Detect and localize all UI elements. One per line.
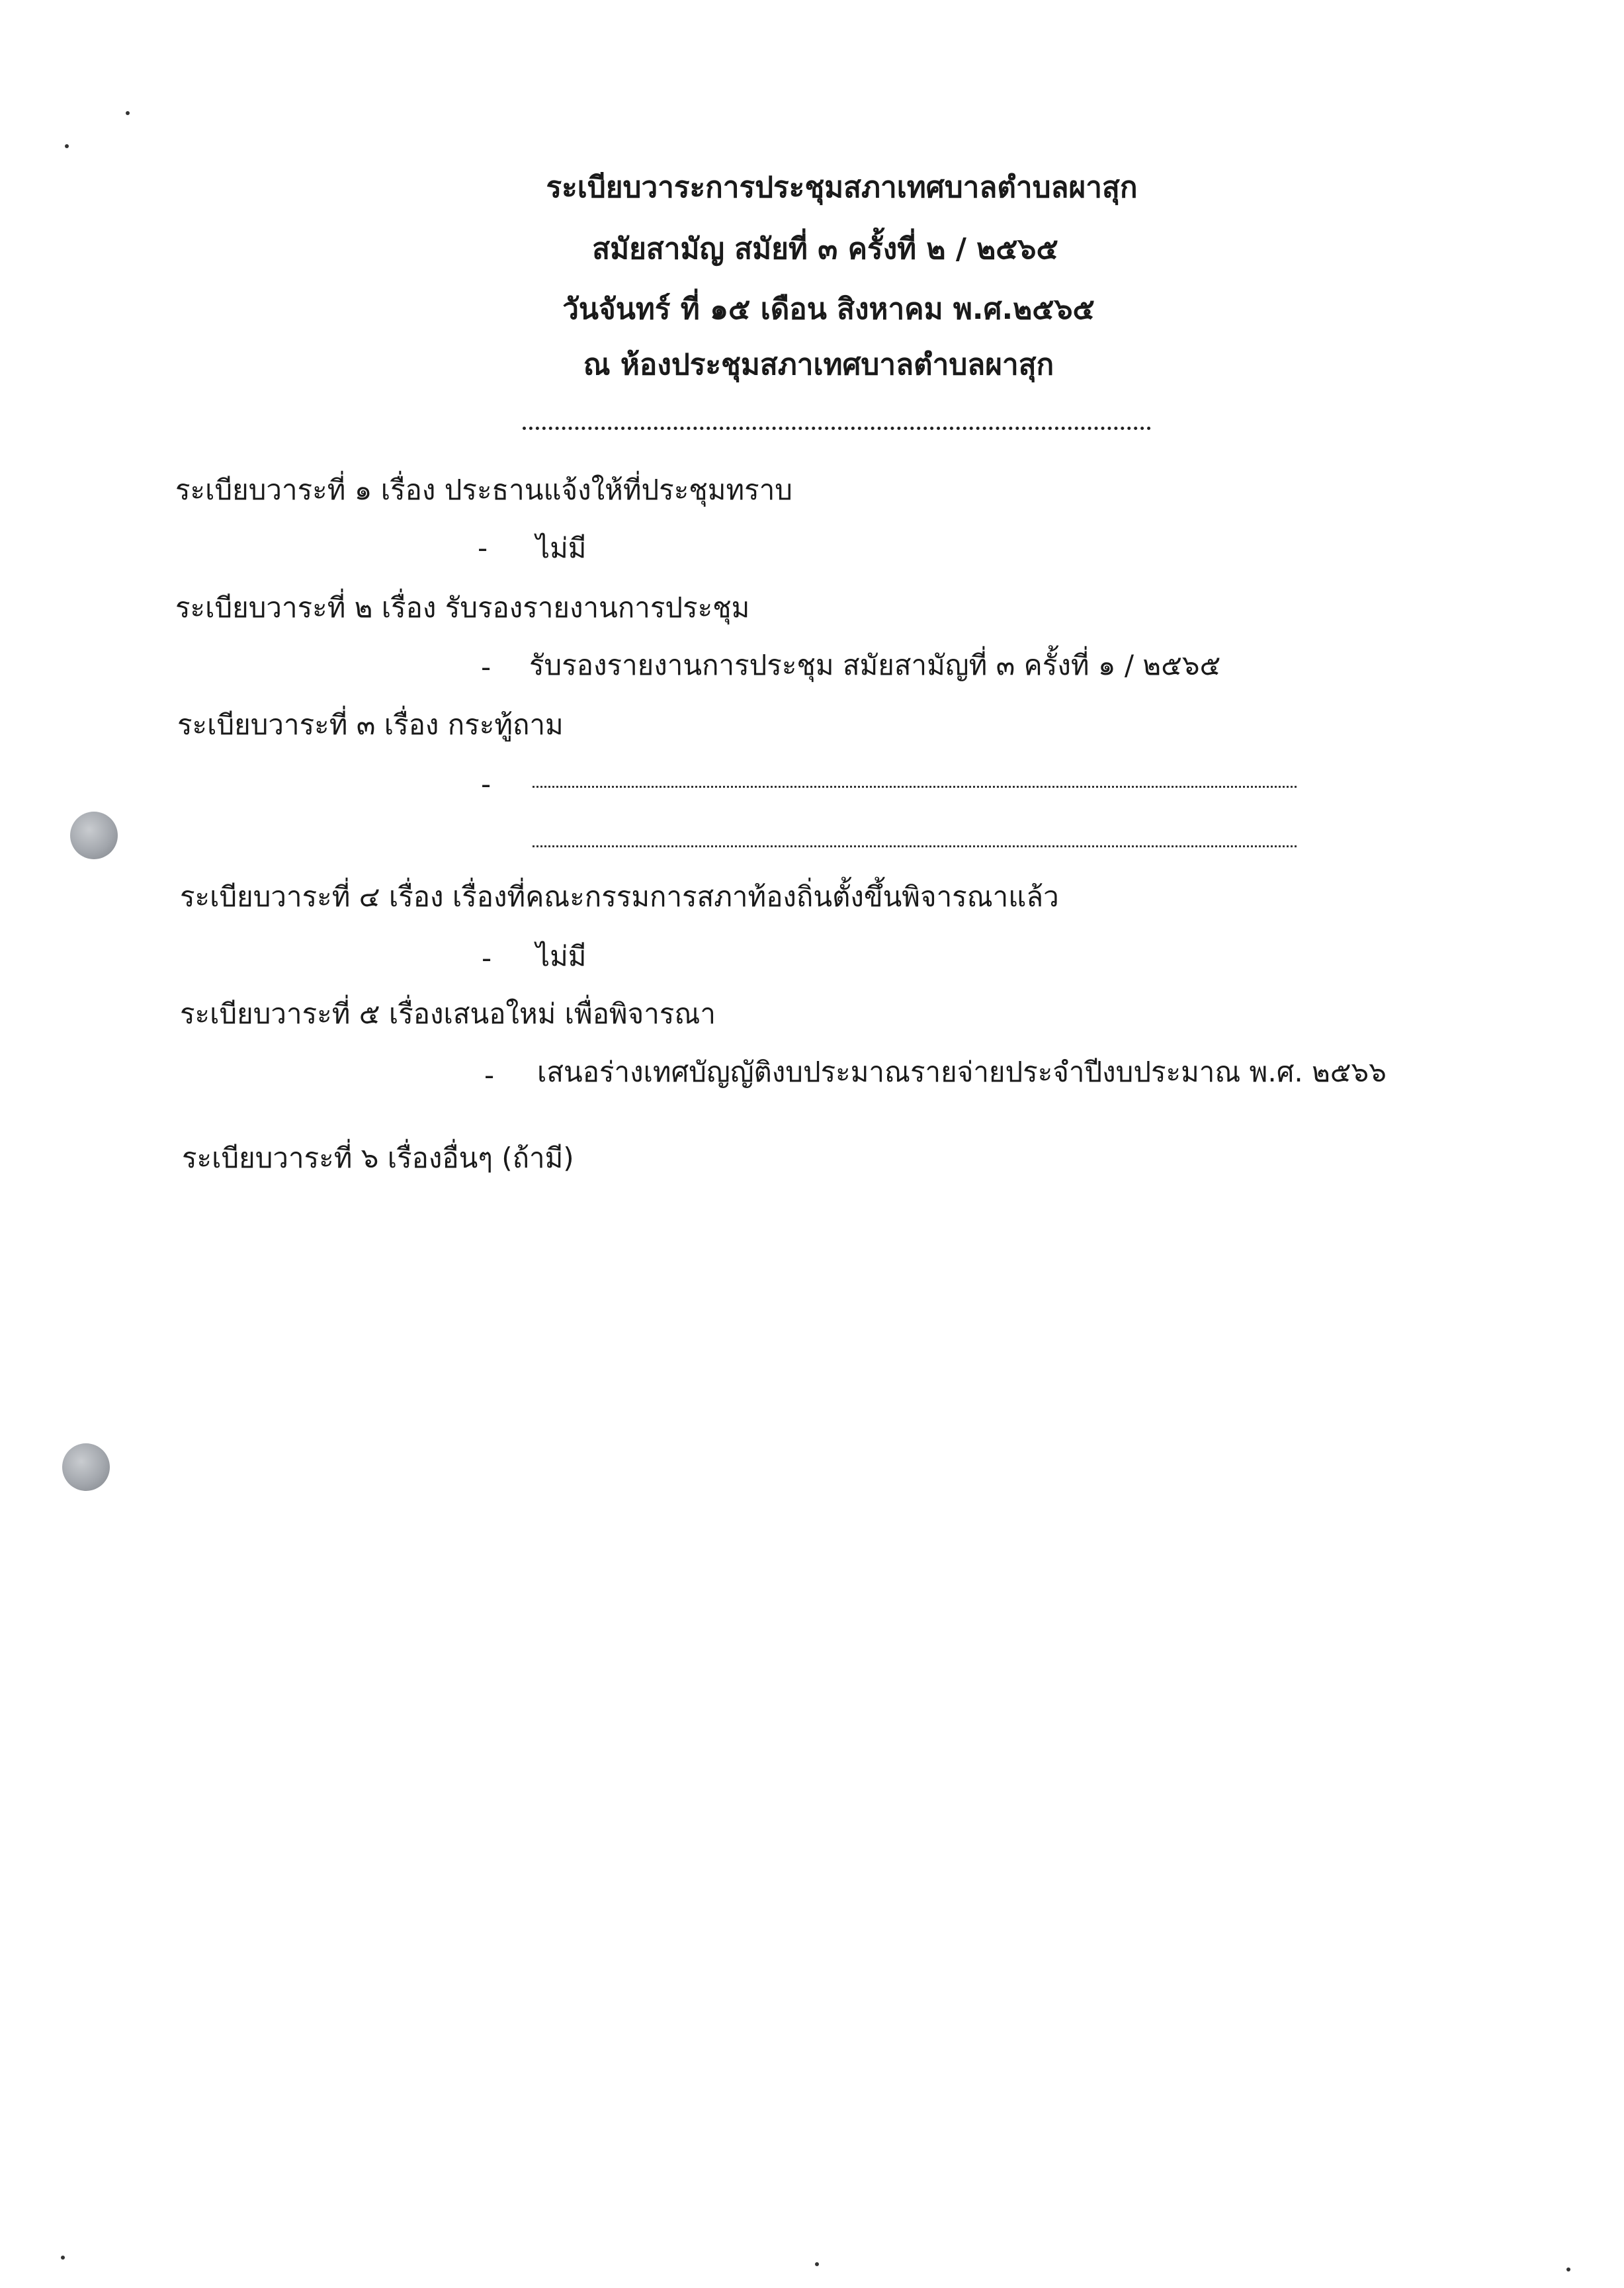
scan-speck — [61, 2256, 65, 2260]
agenda-5-detail: เสนอร่างเทศบัญญัติงบประมาณรายจ่ายประจำปีงบประมาณ พ.ศ. ๒๕๖๖ — [537, 1056, 1387, 1088]
venue-line: ณ ห้องประชุมสภาเทศบาลตำบลผาสุก — [583, 348, 1054, 382]
session-line: สมัยสามัญ สมัยที่ ๓ ครั้งที่ ๒ / ๒๕๖๕ — [592, 232, 1058, 266]
agenda-2-detail: รับรองรายงานการประชุม สมัยสามัญที่ ๓ ครั้งที่ ๑ / ๒๕๖๕ — [529, 649, 1221, 681]
agenda-5-dash: - — [484, 1059, 495, 1091]
scan-speck — [815, 2262, 819, 2266]
date-line: วันจันทร์ ที่ ๑๕ เดือน สิงหาคม พ.ศ.๒๕๖๕ — [562, 292, 1095, 326]
scan-speck — [126, 111, 130, 115]
agenda-item-4: ระเบียบวาระที่ ๔ เรื่อง เรื่องที่คณะกรรมการสภาท้องถิ่นตั้งขึ้นพิจารณาแล้ว — [180, 880, 1059, 913]
agenda-item-1: ระเบียบวาระที่ ๑ เรื่อง ประธานแจ้งให้ที่ประชุมทราบ — [175, 474, 792, 506]
agenda-3-blank-line-2 — [533, 845, 1297, 847]
punch-hole-upper — [70, 812, 118, 859]
scan-speck — [65, 144, 69, 148]
agenda-item-2: ระเบียบวาระที่ ๒ เรื่อง รับรองรายงานการประชุม — [175, 591, 750, 624]
punch-hole-lower — [62, 1443, 110, 1491]
agenda-1-detail: ไม่มี — [536, 532, 587, 564]
agenda-3-dash: - — [481, 768, 491, 800]
agenda-item-6: ระเบียบวาระที่ ๖ เรื่องอื่นๆ (ถ้ามี) — [182, 1142, 574, 1174]
agenda-item-5: ระเบียบวาระที่ ๕ เรื่องเสนอใหม่ เพื่อพิจารณา — [180, 997, 716, 1030]
agenda-1-dash: - — [478, 532, 488, 564]
agenda-4-dash: - — [482, 942, 492, 974]
header-dotted-rule — [523, 427, 1151, 430]
agenda-3-blank-line-1 — [533, 786, 1297, 788]
agenda-item-3: ระเบียบวาระที่ ๓ เรื่อง กระทู้ถาม — [177, 708, 564, 741]
agenda-2-dash: - — [481, 651, 491, 683]
document-title: ระเบียบวาระการประชุมสภาเทศบาลตำบลผาสุก — [546, 171, 1138, 204]
scan-speck — [1566, 2267, 1570, 2271]
agenda-4-detail: ไม่มี — [536, 940, 587, 972]
